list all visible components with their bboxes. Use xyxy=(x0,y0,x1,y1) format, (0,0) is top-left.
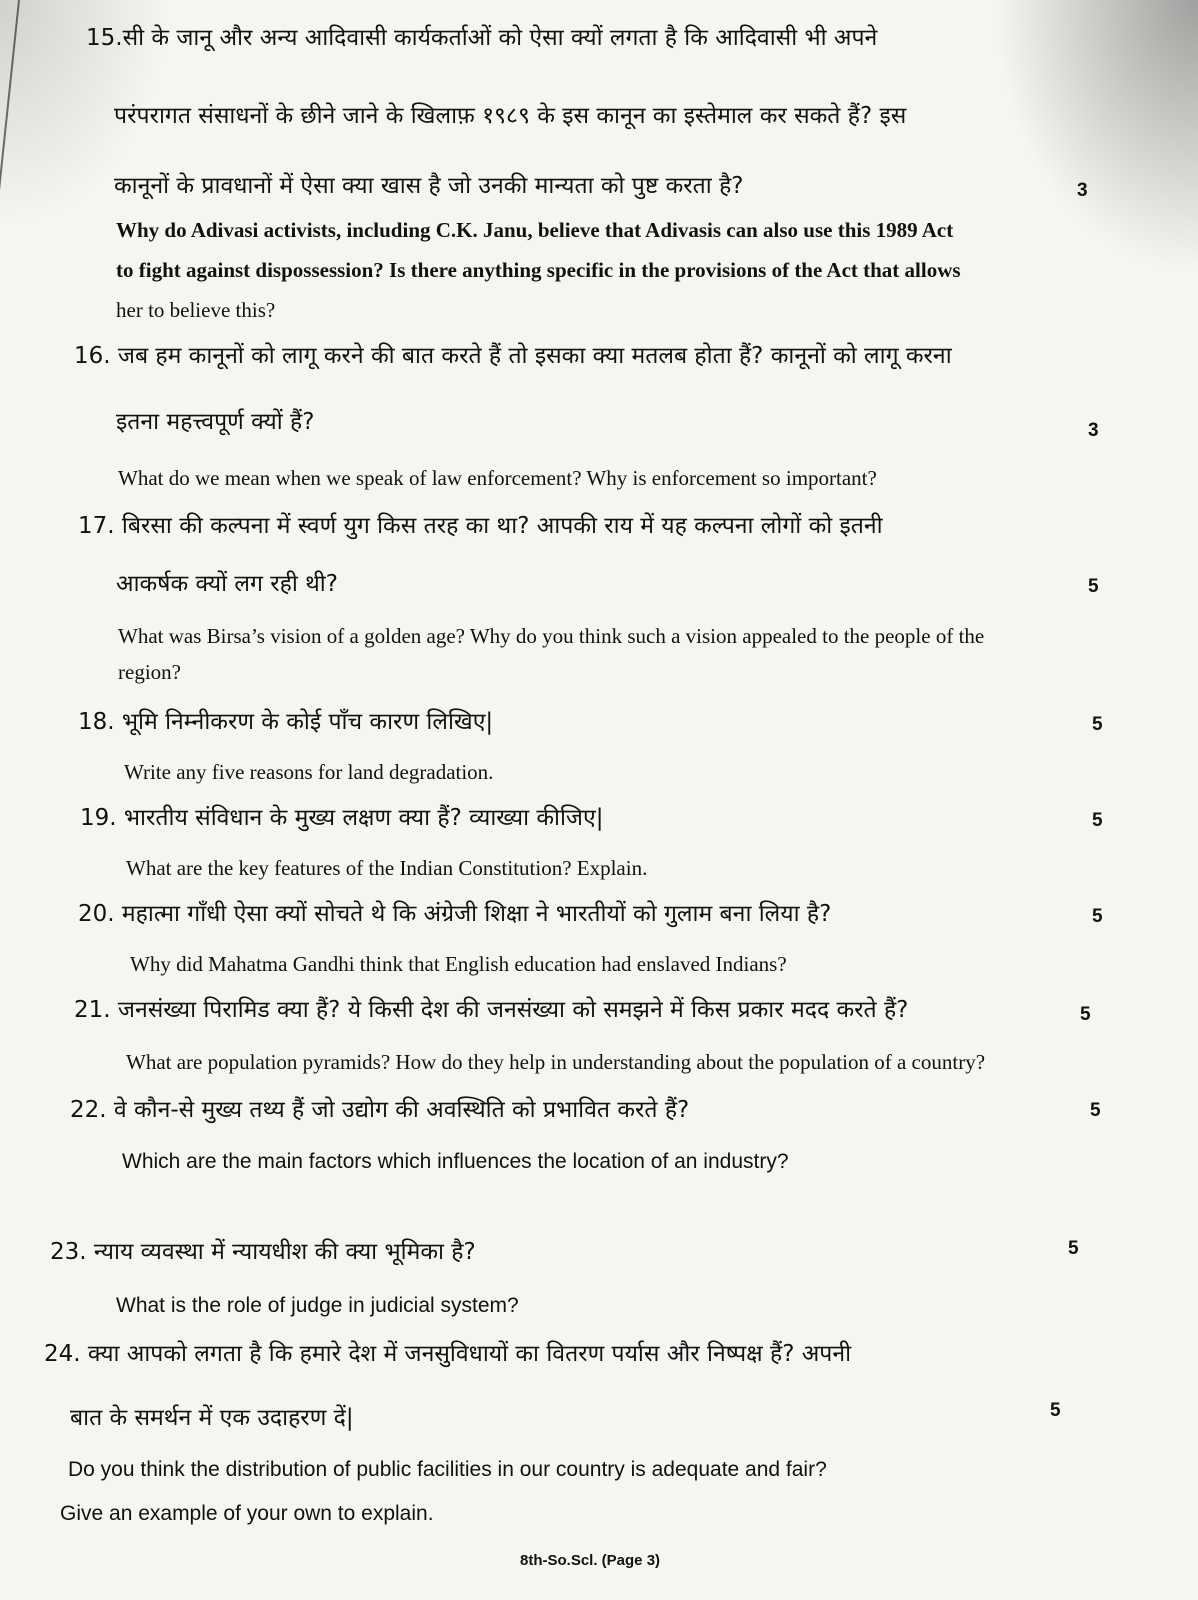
q16-marks: 3 xyxy=(1088,420,1099,441)
q23-marks: 5 xyxy=(1068,1238,1079,1259)
q20-hindi-line-1: 20. महात्मा गाँधी ऐसा क्यों सोचते थे कि अंग्रेजी शिक्षा ने भारतीयों को गुलाम बना लिया है? xyxy=(78,901,832,927)
q23-english-line-1: What is the role of judge in judicial system? xyxy=(116,1294,519,1317)
q17-hindi-line-2: आकर्षक क्यों लग रही थी? xyxy=(116,571,338,597)
q21-english-line-1: What are population pyramids? How do they help in understanding about the population of a country? xyxy=(126,1050,986,1074)
q21-hindi-line-1: 21. जनसंख्या पिरामिड क्या हैं? ये किसी देश की जनसंख्या को समझने में किस प्रकार मदद करते हैं? xyxy=(74,997,909,1023)
q19-hindi-line-1: 19. भारतीय संविधान के मुख्य लक्षण क्या हैं? व्याख्या कीजिए| xyxy=(80,805,604,831)
paper-fold xyxy=(0,0,20,328)
q15-hindi-line-1: 15.सी के जानू और अन्य आदिवासी कार्यकर्ताओं को ऐसा क्यों लगता है कि आदिवासी भी अपने xyxy=(86,25,878,51)
q15-english-line-1: Why do Adivasi activists, including C.K. Janu, believe that Adivasis can also use this 1989 Act xyxy=(116,218,954,242)
q24-english-line-2: Give an example of your own to explain. xyxy=(60,1502,434,1525)
q20-english-line-1: Why did Mahatma Gandhi think that English education had enslaved Indians? xyxy=(130,952,787,976)
q19-marks: 5 xyxy=(1092,810,1103,831)
q18-hindi-line-1: 18. भूमि निम्नीकरण के कोई पाँच कारण लिखिए| xyxy=(78,709,494,735)
q24-hindi-line-2: बात के समर्थन में एक उदाहरण दें| xyxy=(70,1405,354,1431)
q17-english-line-1: What was Birsa’s vision of a golden age? Why do you think such a vision appealed to the people of the xyxy=(118,624,985,648)
page-footer: 8th-So.Scl. (Page 3) xyxy=(520,1552,661,1569)
q17-english-line-2: region? xyxy=(118,660,181,684)
q20-marks: 5 xyxy=(1092,906,1103,927)
q15-english-line-2: to fight against dispossession? Is there anything specific in the provisions of the Act that allows xyxy=(116,258,961,282)
q18-marks: 5 xyxy=(1092,714,1103,735)
q17-marks: 5 xyxy=(1088,576,1099,597)
q22-hindi-line-1: 22. वे कौन-से मुख्य तथ्य हैं जो उद्योग की अवस्थिति को प्रभावित करते हैं? xyxy=(70,1097,690,1123)
q16-hindi-line-2: इतना महत्त्वपूर्ण क्यों हैं? xyxy=(116,409,315,435)
q24-english-line-1: Do you think the distribution of public facilities in our country is adequate and fair? xyxy=(68,1458,827,1481)
q18-english-line-1: Write any five reasons for land degradation. xyxy=(124,760,494,784)
q16-hindi-line-1: 16. जब हम कानूनों को लागू करने की बात करते हैं तो इसका क्या मतलब होता हैं? कानूनों को लागू करना xyxy=(74,343,952,369)
q22-marks: 5 xyxy=(1090,1100,1101,1121)
q19-english-line-1: What are the key features of the Indian Constitution? Explain. xyxy=(126,856,648,880)
q24-marks: 5 xyxy=(1050,1400,1061,1421)
q22-english-line-1: Which are the main factors which influences the location of an industry? xyxy=(122,1150,789,1173)
q15-marks: 3 xyxy=(1077,180,1088,201)
q15-hindi-line-2: परंपरागत संसाधनों के छीने जाने के खिलाफ़ १९८९ के इस कानून का इस्तेमाल कर सकते हैं? इस xyxy=(114,103,907,129)
q24-hindi-line-1: 24. क्या आपको लगता है कि हमारे देश में जनसुविधायों का वितरण पर्यास और निष्पक्ष हैं? अपनी xyxy=(44,1341,852,1367)
q15-english-line-3: her to believe this? xyxy=(116,298,276,322)
q16-english-line-1: What do we mean when we speak of law enforcement? Why is enforcement so important? xyxy=(118,466,877,490)
q17-hindi-line-1: 17. बिरसा की कल्पना में स्वर्ण युग किस तरह का था? आपकी राय में यह कल्पना लोगों को इतनी xyxy=(78,513,883,539)
q15-hindi-line-3: कानूनों के प्रावधानों में ऐसा क्या खास है जो उनकी मान्यता को पुष्ट करता है? xyxy=(114,173,744,199)
q21-marks: 5 xyxy=(1080,1004,1091,1025)
q23-hindi-line-1: 23. न्याय व्यवस्था में न्यायधीश की क्या भूमिका है? xyxy=(50,1239,476,1265)
